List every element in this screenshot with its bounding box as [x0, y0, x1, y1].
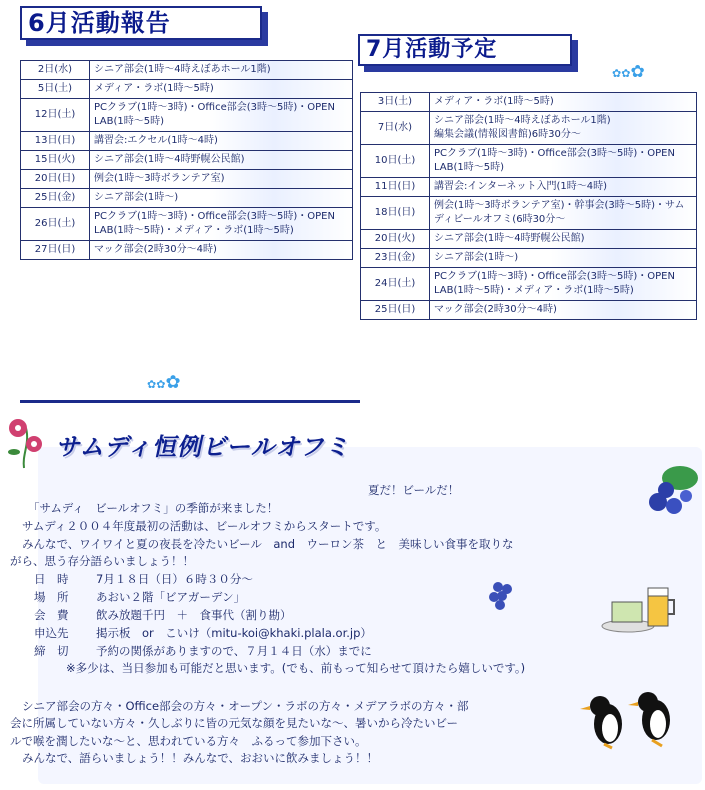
schedule-row	[21, 61, 353, 80]
schedule-event: シニア部会(1時～4時野幌公民館)	[90, 151, 353, 170]
schedule-row	[21, 151, 353, 170]
beer-heading: 夏だ！ビールだ！	[368, 483, 460, 497]
detail-label: 日 時	[34, 572, 69, 586]
detail-value: 掲示板 or こいけ（mitu-koi@khaki.plala.or.jp）	[96, 626, 372, 640]
detail-label: 会 費	[34, 608, 69, 622]
beer-outro-line: ルで喉を潤したいな～と、思われている方々 ふるって参加下さい。	[10, 734, 367, 748]
beer-intro-line: サムディ２００４年度最初の活動は、ビールオフミからスタートです。	[22, 519, 387, 533]
detail-value: 予約の関係がありますので、７月１４日（水）までに	[96, 644, 372, 658]
schedule-row	[361, 197, 697, 230]
schedule-row	[361, 268, 697, 301]
schedule-row	[361, 301, 697, 320]
schedule-date: 26日(土)	[21, 208, 90, 241]
schedule-event: シニア部会(1時～4時えぼあホール1階) 編集会議(情報図書館)6時30分～	[430, 112, 697, 145]
july-plan-title	[358, 34, 572, 66]
schedule-row	[21, 189, 353, 208]
schedule-date: 5日(土)	[21, 80, 90, 99]
schedule-event: シニア部会(1時～)	[430, 249, 697, 268]
beer-outro-line: シニア部会の方々・Office部会の方々・オープン・ラボの方々・メデアラボの方々・部	[22, 699, 469, 713]
beer-intro-line: がら、思う存分語らいましょう！！	[10, 554, 194, 568]
schedule-date: 10日(土)	[361, 145, 430, 178]
schedule-event: PCクラブ(1時～3時)・Office部会(3時～5時)・OPEN LAB(1時～5時)・メディア・ラボ(1時～5時)	[90, 208, 353, 241]
schedule-row	[21, 80, 353, 99]
schedule-date: 25日(日)	[361, 301, 430, 320]
beer-intro-line: 「サムディ ビールオフミ」の季節が来ました！	[28, 501, 279, 515]
schedule-date: 15日(火)	[21, 151, 90, 170]
schedule-date: 12日(土)	[21, 99, 90, 132]
beer-outro-line: みんなで、語らいましょう！！みんなで、おおいに飲みましょう！！	[22, 751, 379, 765]
beer-intro-line: みんなで、ワイワイと夏の夜長を冷たいビール and ウーロン茶 と 美味しい食事を取りな	[22, 537, 514, 551]
schedule-date: 24日(土)	[361, 268, 430, 301]
schedule-event: メディア・ラボ(1時～5時)	[430, 93, 697, 112]
schedule-row	[361, 93, 697, 112]
schedule-row	[21, 99, 353, 132]
schedule-event: シニア部会(1時～4時えぼあホール1階)	[90, 61, 353, 80]
schedule-event: 例会(1時～3時ボランテア室)・幹事会(3時～5時)・サムディビールオフミ(6時30分～	[430, 197, 697, 230]
schedule-event: マック部会(2時30分～4時)	[90, 241, 353, 260]
blueberry-icon	[640, 462, 702, 522]
schedule-date: 2日(水)	[21, 61, 90, 80]
july-title-text: 7月活動予定	[366, 37, 498, 62]
schedule-row	[21, 208, 353, 241]
grape-icon	[480, 575, 522, 615]
beer-outro-line: 会に所属していない方々・久しぶりに皆の元気な顔を見たいな～、暑いから冷たいビー	[10, 716, 459, 730]
schedule-row	[21, 241, 353, 260]
schedule-event: 講習会:エクセル(1時～4時)	[90, 132, 353, 151]
schedule-date: 27日(日)	[21, 241, 90, 260]
schedule-row	[361, 112, 697, 145]
flower-icon: ✿✿✿	[147, 372, 181, 393]
june-title-text: 6月活動報告	[28, 9, 171, 37]
schedule-date: 7日(水)	[361, 112, 430, 145]
detail-value: あおい２階「ビアガーデン」	[96, 590, 246, 604]
flower-icon: ✿✿✿	[612, 62, 645, 82]
schedule-event: PCクラブ(1時～3時)・Office部会(3時～5時)・OPEN LAB(1時～5時)	[90, 99, 353, 132]
schedule-date: 11日(日)	[361, 178, 430, 197]
beer-party-title: サムディ恒例ビールオフミ	[54, 433, 355, 461]
schedule-row	[361, 230, 697, 249]
schedule-event: PCクラブ(1時～3時)・Office部会(3時～5時)・OPEN LAB(1時～5時)・メディア・ラボ(1時～5時)	[430, 268, 697, 301]
penguin-icon	[578, 690, 688, 750]
schedule-date: 25日(金)	[21, 189, 90, 208]
schedule-row	[361, 145, 697, 178]
detail-label: 場 所	[34, 590, 69, 604]
schedule-event: PCクラブ(1時～3時)・Office部会(3時～5時)・OPEN LAB(1時～5時)	[430, 145, 697, 178]
detail-value: 飲み放題千円 ＋ 食事代（割り勘）	[96, 608, 292, 622]
schedule-event: メディア・ラボ(1時～5時)	[90, 80, 353, 99]
schedule-date: 13日(日)	[21, 132, 90, 151]
schedule-event: シニア部会(1時～4時野幌公民館)	[430, 230, 697, 249]
morning-glory-icon	[4, 414, 50, 470]
detail-value: 7月１８日（日）６時３０分～	[96, 572, 253, 586]
schedule-date: 20日(日)	[21, 170, 90, 189]
schedule-row	[21, 132, 353, 151]
detail-label: 締 切	[34, 644, 69, 658]
schedule-row	[21, 170, 353, 189]
schedule-event: 講習会:インターネット入門(1時～4時)	[430, 178, 697, 197]
schedule-event: 例会(1時～3時ボランテア室)	[90, 170, 353, 189]
june-report-title	[20, 6, 262, 40]
section-divider	[20, 400, 360, 403]
schedule-date: 23日(金)	[361, 249, 430, 268]
schedule-date: 3日(土)	[361, 93, 430, 112]
schedule-event: マック部会(2時30分～4時)	[430, 301, 697, 320]
beer-note: ※多少は、当日参加も可能だと思います。(でも、前もって知らせて頂けたら嬉しいです。)	[66, 661, 526, 675]
detail-label: 申込先	[34, 626, 69, 640]
schedule-row	[361, 178, 697, 197]
schedule-row	[361, 249, 697, 268]
schedule-date: 18日(日)	[361, 197, 430, 230]
beer-and-tofu-icon	[600, 582, 680, 634]
june-schedule-table	[20, 60, 353, 260]
july-schedule-table	[360, 92, 697, 320]
schedule-event: シニア部会(1時～)	[90, 189, 353, 208]
schedule-date: 20日(火)	[361, 230, 430, 249]
